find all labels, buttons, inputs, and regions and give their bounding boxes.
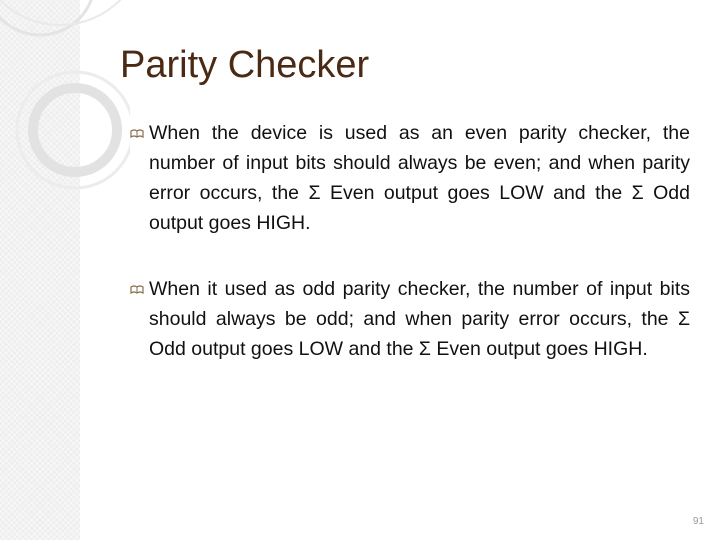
bullet-item [130, 118, 690, 238]
page-number: 91 [692, 516, 704, 527]
slide-title: Parity Checker [120, 44, 370, 86]
decorative-rings [0, 0, 130, 260]
bullet-text: When the device is used as an even parity checker, the number of input bits should always be even; and when parity error occurs, the Σ Even output goes LOW and the Σ Odd output goes HIGH. [149, 122, 690, 234]
open-book-bullet-icon [130, 285, 144, 294]
bullet-text: When it used as odd parity checker, the number of input bits should always be odd; and when parity error occurs, the Σ Odd output goes LOW and the Σ Even output goes HIGH. [149, 278, 690, 360]
open-book-bullet-icon [130, 129, 144, 138]
bullet-item [130, 274, 690, 364]
